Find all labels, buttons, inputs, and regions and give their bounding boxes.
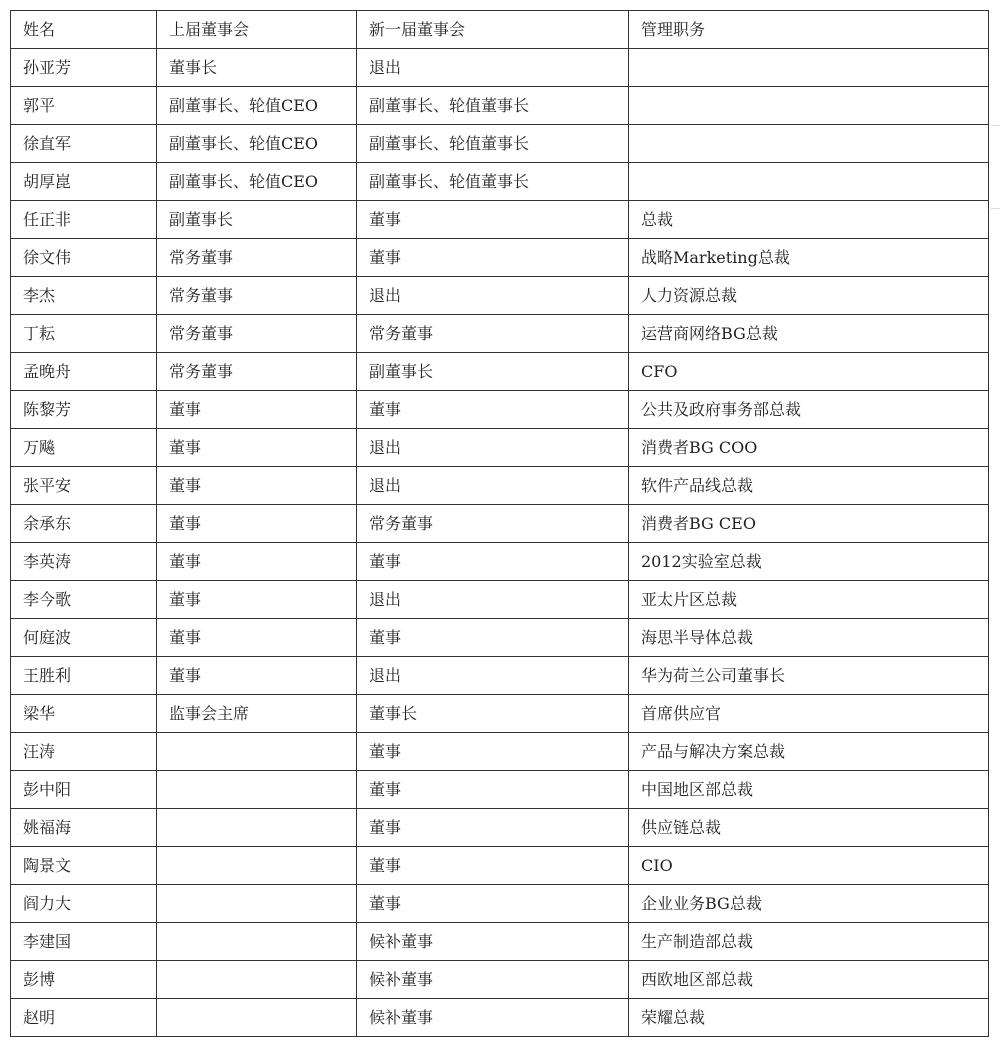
table-body (11, 49, 989, 1037)
cell-new-board: 副董事长、轮值董事长 (357, 125, 629, 163)
cell-new-board: 董事 (357, 885, 629, 923)
cell-name: 李英涛 (11, 543, 157, 581)
table-row (11, 809, 989, 847)
cell-new-board: 董事 (357, 771, 629, 809)
cell-name: 陈黎芳 (11, 391, 157, 429)
cell-previous-board (157, 733, 357, 771)
header-management-role: 管理职务 (629, 11, 989, 49)
cell-new-board: 候补董事 (357, 999, 629, 1037)
cell-name: 任正非 (11, 201, 157, 239)
cell-previous-board: 董事 (157, 467, 357, 505)
table-row (11, 923, 989, 961)
table-row (11, 429, 989, 467)
table-row (11, 695, 989, 733)
cell-new-board: 董事 (357, 733, 629, 771)
cell-management-role (629, 49, 989, 87)
cell-name: 李杰 (11, 277, 157, 315)
cell-new-board: 常务董事 (357, 315, 629, 353)
cell-name: 姚福海 (11, 809, 157, 847)
cell-management-role: 西欧地区部总裁 (629, 961, 989, 999)
cell-name: 阎力大 (11, 885, 157, 923)
cell-management-role: 2012实验室总裁 (629, 543, 989, 581)
cell-name: 胡厚崑 (11, 163, 157, 201)
table-row (11, 125, 989, 163)
cell-previous-board (157, 771, 357, 809)
cell-new-board: 董事 (357, 543, 629, 581)
cell-previous-board: 监事会主席 (157, 695, 357, 733)
cell-management-role: 供应链总裁 (629, 809, 989, 847)
table-row (11, 961, 989, 999)
cell-new-board: 副董事长 (357, 353, 629, 391)
table-row (11, 467, 989, 505)
cell-name: 王胜利 (11, 657, 157, 695)
cell-new-board: 董事 (357, 847, 629, 885)
cell-management-role: 消费者BG CEO (629, 505, 989, 543)
cell-management-role: CIO (629, 847, 989, 885)
table-row (11, 505, 989, 543)
cell-new-board: 退出 (357, 429, 629, 467)
header-previous-board: 上届董事会 (157, 11, 357, 49)
table-row (11, 239, 989, 277)
cell-name: 赵明 (11, 999, 157, 1037)
cell-new-board: 副董事长、轮值董事长 (357, 87, 629, 125)
cell-name: 陶景文 (11, 847, 157, 885)
cell-name: 徐文伟 (11, 239, 157, 277)
cell-previous-board (157, 923, 357, 961)
table-row (11, 49, 989, 87)
cell-previous-board: 常务董事 (157, 315, 357, 353)
table-row (11, 391, 989, 429)
table-row (11, 619, 989, 657)
table-row (11, 543, 989, 581)
cell-management-role: 生产制造部总裁 (629, 923, 989, 961)
cell-name: 李建国 (11, 923, 157, 961)
cell-previous-board: 副董事长 (157, 201, 357, 239)
table-row (11, 315, 989, 353)
cell-new-board: 董事 (357, 619, 629, 657)
table-row (11, 733, 989, 771)
cell-previous-board (157, 961, 357, 999)
cell-management-role: 总裁 (629, 201, 989, 239)
cell-name: 彭博 (11, 961, 157, 999)
cell-management-role (629, 125, 989, 163)
table-row (11, 999, 989, 1037)
cell-management-role: 运营商网络BG总裁 (629, 315, 989, 353)
cell-previous-board: 常务董事 (157, 277, 357, 315)
cell-previous-board: 董事 (157, 581, 357, 619)
cell-management-role: CFO (629, 353, 989, 391)
page-edge-marker (991, 125, 1000, 209)
cell-previous-board (157, 847, 357, 885)
table-row (11, 847, 989, 885)
cell-management-role: 软件产品线总裁 (629, 467, 989, 505)
cell-new-board: 董事 (357, 391, 629, 429)
cell-management-role: 人力资源总裁 (629, 277, 989, 315)
cell-name: 梁华 (11, 695, 157, 733)
cell-name: 孟晚舟 (11, 353, 157, 391)
cell-new-board: 董事 (357, 239, 629, 277)
cell-previous-board: 董事 (157, 619, 357, 657)
header-name: 姓名 (11, 11, 157, 49)
cell-previous-board (157, 809, 357, 847)
table-row (11, 885, 989, 923)
cell-new-board: 退出 (357, 49, 629, 87)
cell-management-role: 公共及政府事务部总裁 (629, 391, 989, 429)
header-new-board: 新一届董事会 (357, 11, 629, 49)
table-row (11, 277, 989, 315)
cell-new-board: 退出 (357, 467, 629, 505)
cell-name: 李今歌 (11, 581, 157, 619)
cell-previous-board: 董事 (157, 391, 357, 429)
cell-management-role: 产品与解决方案总裁 (629, 733, 989, 771)
cell-previous-board: 副董事长、轮值CEO (157, 87, 357, 125)
cell-name: 余承东 (11, 505, 157, 543)
table-row (11, 163, 989, 201)
cell-name: 丁耘 (11, 315, 157, 353)
cell-management-role: 华为荷兰公司董事长 (629, 657, 989, 695)
table-row (11, 657, 989, 695)
cell-name: 孙亚芳 (11, 49, 157, 87)
cell-new-board: 退出 (357, 277, 629, 315)
cell-previous-board: 董事 (157, 505, 357, 543)
cell-previous-board: 董事长 (157, 49, 357, 87)
cell-new-board: 候补董事 (357, 961, 629, 999)
cell-management-role: 海思半导体总裁 (629, 619, 989, 657)
cell-new-board: 董事 (357, 201, 629, 239)
cell-name: 徐直军 (11, 125, 157, 163)
cell-name: 张平安 (11, 467, 157, 505)
cell-new-board: 退出 (357, 581, 629, 619)
cell-new-board: 董事长 (357, 695, 629, 733)
cell-new-board: 退出 (357, 657, 629, 695)
cell-previous-board: 副董事长、轮值CEO (157, 163, 357, 201)
cell-previous-board (157, 999, 357, 1037)
cell-previous-board: 董事 (157, 429, 357, 467)
cell-management-role (629, 163, 989, 201)
cell-name: 郭平 (11, 87, 157, 125)
table-row (11, 201, 989, 239)
cell-name: 汪涛 (11, 733, 157, 771)
table-row (11, 771, 989, 809)
cell-previous-board: 董事 (157, 543, 357, 581)
cell-management-role: 消费者BG COO (629, 429, 989, 467)
cell-name: 彭中阳 (11, 771, 157, 809)
cell-new-board: 董事 (357, 809, 629, 847)
board-members-table (10, 10, 989, 1037)
cell-previous-board: 常务董事 (157, 353, 357, 391)
table-row (11, 353, 989, 391)
cell-previous-board: 董事 (157, 657, 357, 695)
cell-new-board: 常务董事 (357, 505, 629, 543)
cell-name: 万飚 (11, 429, 157, 467)
cell-management-role: 中国地区部总裁 (629, 771, 989, 809)
table-row (11, 581, 989, 619)
cell-management-role: 战略Marketing总裁 (629, 239, 989, 277)
cell-previous-board (157, 885, 357, 923)
cell-name: 何庭波 (11, 619, 157, 657)
cell-management-role: 企业业务BG总裁 (629, 885, 989, 923)
cell-management-role: 荣耀总裁 (629, 999, 989, 1037)
cell-management-role (629, 87, 989, 125)
cell-previous-board: 常务董事 (157, 239, 357, 277)
table-row (11, 87, 989, 125)
cell-previous-board: 副董事长、轮值CEO (157, 125, 357, 163)
cell-management-role: 亚太片区总裁 (629, 581, 989, 619)
table-header-row (11, 11, 989, 49)
cell-management-role: 首席供应官 (629, 695, 989, 733)
cell-new-board: 候补董事 (357, 923, 629, 961)
cell-new-board: 副董事长、轮值董事长 (357, 163, 629, 201)
